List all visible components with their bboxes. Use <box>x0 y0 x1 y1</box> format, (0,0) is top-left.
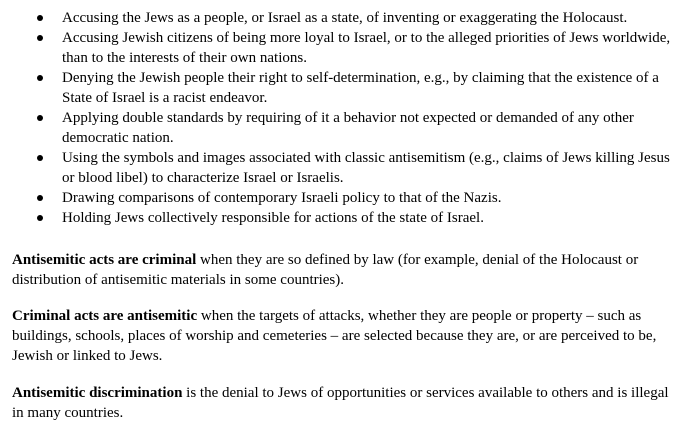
paragraph-term: Antisemitic discrimination <box>12 385 183 401</box>
bullet-icon <box>37 15 43 21</box>
paragraph-discrimination <box>12 383 680 423</box>
bullet-icon <box>37 35 43 41</box>
paragraph-text: when the targets of attacks, whether they are people or property – such as buildings, schools, places of worship and cemeteries – are selected because they are, or are perceived to be, Jewish or linked to Jews. <box>12 308 657 364</box>
list-item <box>0 8 686 28</box>
list-item <box>0 188 686 208</box>
paragraph-criminal-acts <box>12 250 680 290</box>
list-item <box>0 108 686 148</box>
paragraph-text: when they are so defined by law (for example, denial of the Holocaust or distribution of antisemitic materials in some countries). <box>12 252 639 288</box>
bullet-list <box>0 8 686 228</box>
list-item <box>0 28 686 68</box>
bullet-text: Accusing Jewish citizens of being more loyal to Israel, or to the alleged priorities of Jews worldwide, than to the interests of their own nations. <box>62 30 671 66</box>
paragraph-term: Criminal acts are antisemitic <box>12 308 198 324</box>
list-item <box>0 208 686 228</box>
bullet-text: Holding Jews collectively responsible for actions of the state of Israel. <box>62 210 484 226</box>
list-item <box>0 148 686 188</box>
bullet-text: Using the symbols and images associated with classic antisemitism (e.g., claims of Jews killing Jesus or blood libel) to characterize Israel or Israelis. <box>62 150 670 186</box>
bullet-icon <box>37 155 43 161</box>
bullet-icon <box>37 115 43 121</box>
bullet-icon <box>37 215 43 221</box>
bullet-text: Accusing the Jews as a people, or Israel as a state, of inventing or exaggerating the Holocaust. <box>62 10 628 26</box>
paragraph-antisemitic-acts <box>12 306 680 366</box>
bullet-icon <box>37 75 43 81</box>
bullet-icon <box>37 195 43 201</box>
bullet-text: Drawing comparisons of contemporary Israeli policy to that of the Nazis. <box>62 190 502 206</box>
paragraph-term: Antisemitic acts are criminal <box>12 252 197 268</box>
list-item <box>0 68 686 108</box>
bullet-text: Applying double standards by requiring of it a behavior not expected or demanded of any other democratic nation. <box>62 110 634 146</box>
paragraph-text: is the denial to Jews of opportunities or services available to others and is illegal in many countries. <box>12 385 669 421</box>
bullet-text: Denying the Jewish people their right to self-determination, e.g., by claiming that the existence of a State of Israel is a racist endeavor. <box>62 70 659 106</box>
